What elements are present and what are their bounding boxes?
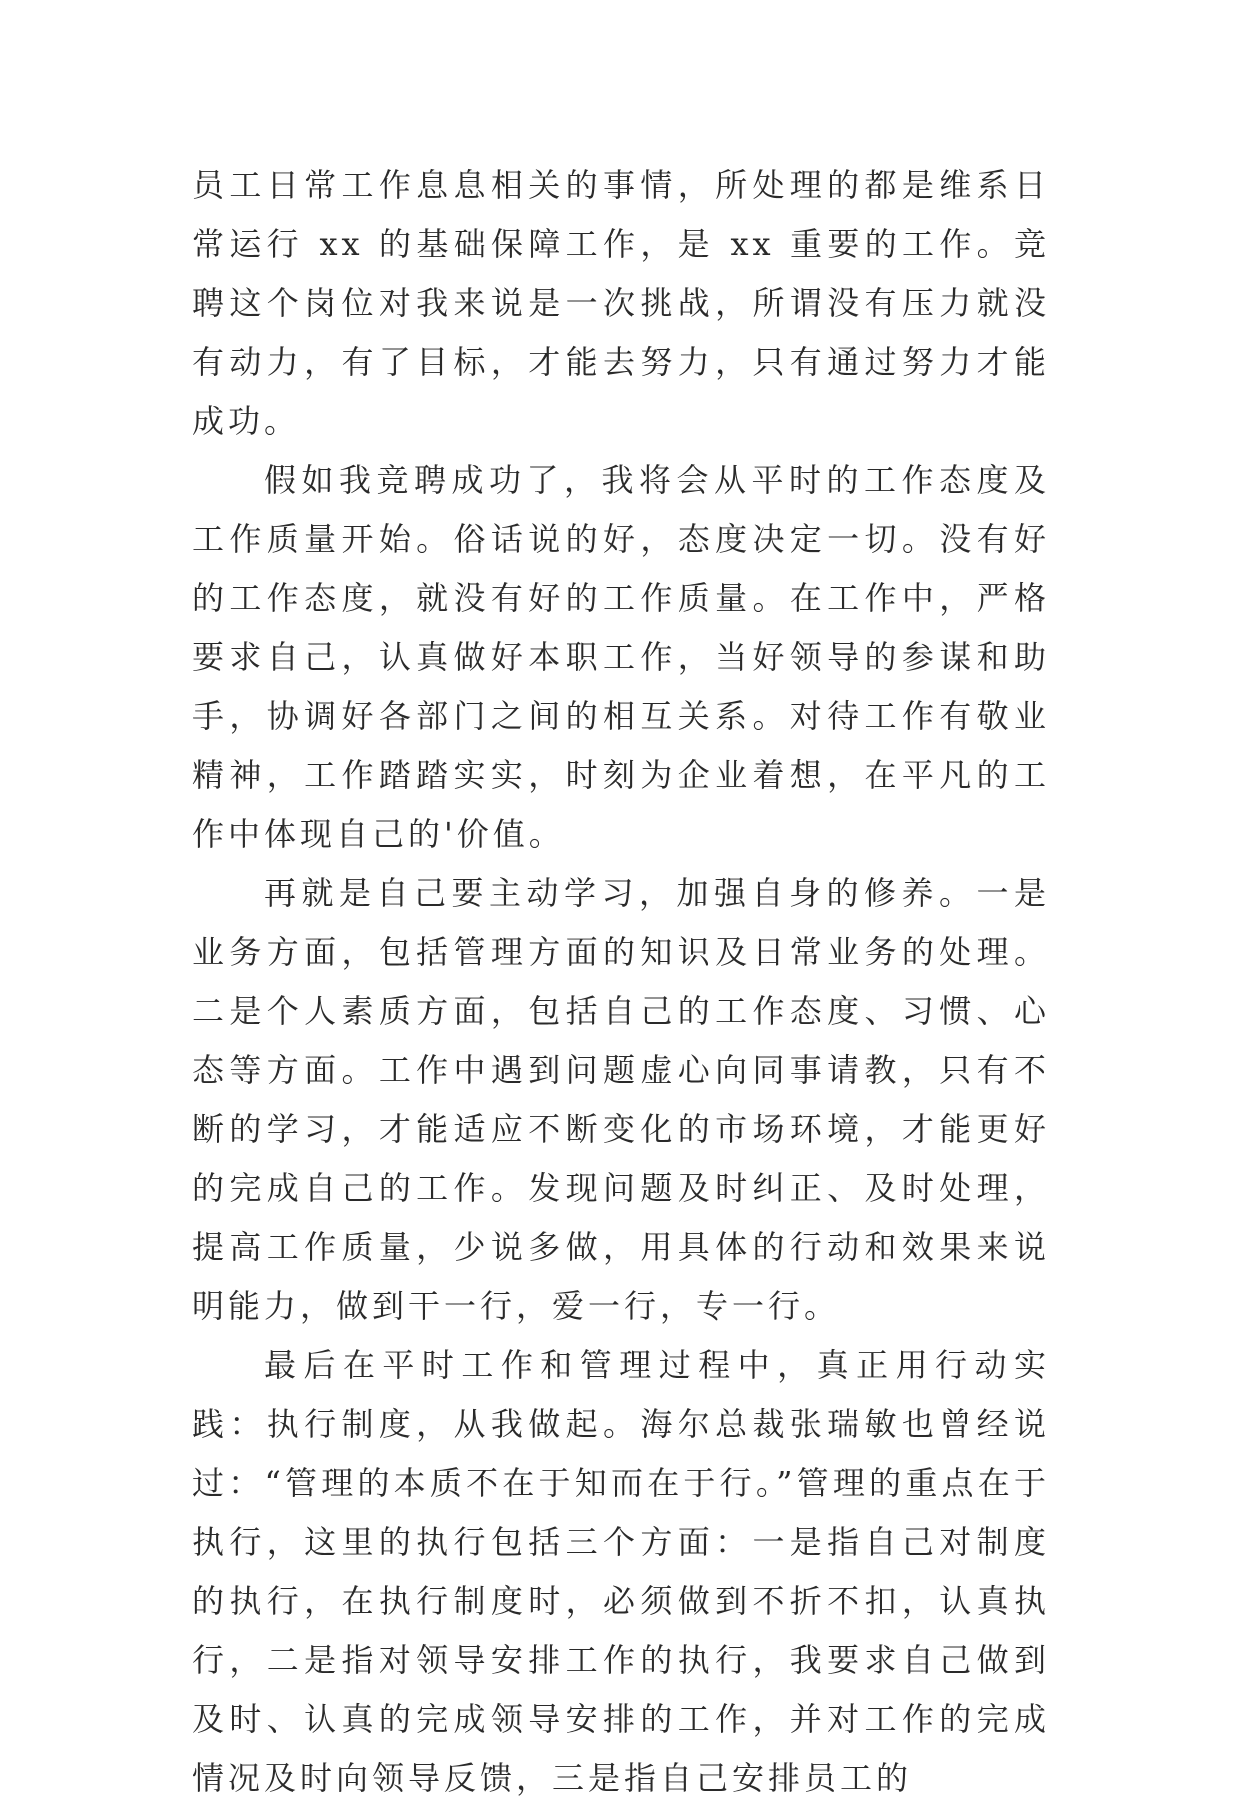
paragraph-4: 最后在平时工作和管理过程中，真正用行动实践：执行制度，从我做起。海尔总裁张瑞敏也曾经说过：“管理的本质不在于知而在于行。”管理的重点在于执行，这里的执行包括三个方面：一是指自己对制度的执行，在执行制度时，必须做到不折不扣，认真执行，二是指对领导安排工作的执行，我要求自己做到及时、认真的完成领导安排的工作，并对工作的完成情况及时向领导反馈，三是指自己安排员工的 [192,1346,1050,1797]
paragraph-1: 员工日常工作息息相关的事情，所处理的都是维系日常运行 xx 的基础保障工作，是 xx 重要的工作。竞聘这个岗位对我来说是一次挑战，所谓没有压力就没有动力，有了目标，才能去努力，只有通过努力才能成功。 [192,166,1050,440]
paragraph-3: 再就是自己要主动学习，加强自身的修养。一是业务方面，包括管理方面的知识及日常业务的处理。二是个人素质方面，包括自己的工作态度、习惯、心态等方面。工作中遇到问题虚心向同事请教，只有不断的学习，才能适应不断变化的市场环境，才能更好的完成自己的工作。发现问题及时纠正、及时处理，提高工作质量，少说多做，用具体的行动和效果来说明能力，做到干一行，爱一行，专一行。 [192,874,1050,1325]
paragraph-2: 假如我竞聘成功了，我将会从平时的工作态度及工作质量开始。俗话说的好，态度决定一切。没有好的工作态度，就没有好的工作质量。在工作中，严格要求自己，认真做好本职工作，当好领导的参谋和助手，协调好各部门之间的相互关系。对待工作有敬业精神，工作踏踏实实，时刻为企业着想，在平凡的工作中体现自己的'价值。 [192,461,1050,853]
body-text [192,156,1050,1808]
